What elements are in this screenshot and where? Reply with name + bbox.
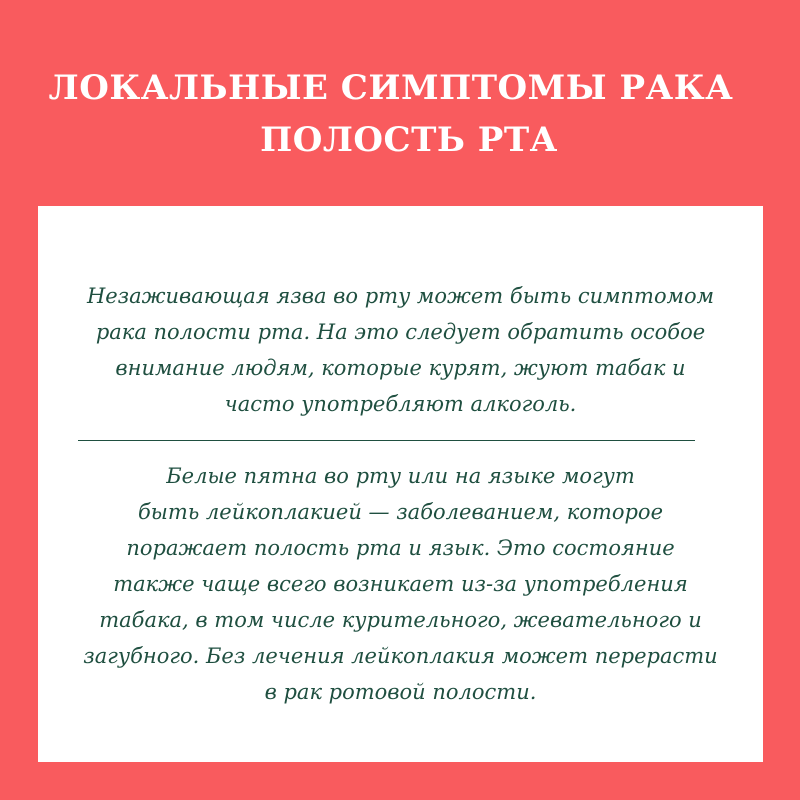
content-card: [38, 206, 763, 762]
paragraph-line: также чаще всего возникает из-за употребления: [113, 572, 688, 596]
paragraph-line: загубного. Без лечения лейкоплакия может перерасти: [83, 644, 718, 668]
paragraph-leukoplakia: [38, 458, 763, 710]
paragraph-line: поражает полость рта и язык. Это состояние: [126, 536, 675, 560]
paragraph-line: в рак ротовой полости.: [264, 680, 537, 704]
paragraph-line: внимание людям, которые курят, жуют табак и: [115, 356, 686, 380]
paragraph-line: Белые пятна во рту или на языке могут: [166, 464, 635, 488]
paragraph-line: табака, в том числе курительного, жевательного и: [99, 608, 702, 632]
paragraph-line: быть лейкоплакией — заболеванием, которое: [137, 500, 663, 524]
paragraph-line: рака полости рта. На это следует обратить особое: [95, 320, 706, 344]
paragraph-line: часто употребляют алкоголь.: [224, 392, 577, 416]
paragraph-line: Незаживающая язва во рту может быть симптомом: [86, 284, 715, 308]
paragraph-ulcer: [38, 278, 763, 422]
page-title-line-2: ПОЛОСТЬ РТА: [260, 120, 558, 160]
page-title-line-1: ЛОКАЛЬНЫЕ СИМПТОМЫ РАКА: [48, 68, 734, 108]
divider: [78, 440, 695, 441]
page-title: [0, 62, 800, 166]
